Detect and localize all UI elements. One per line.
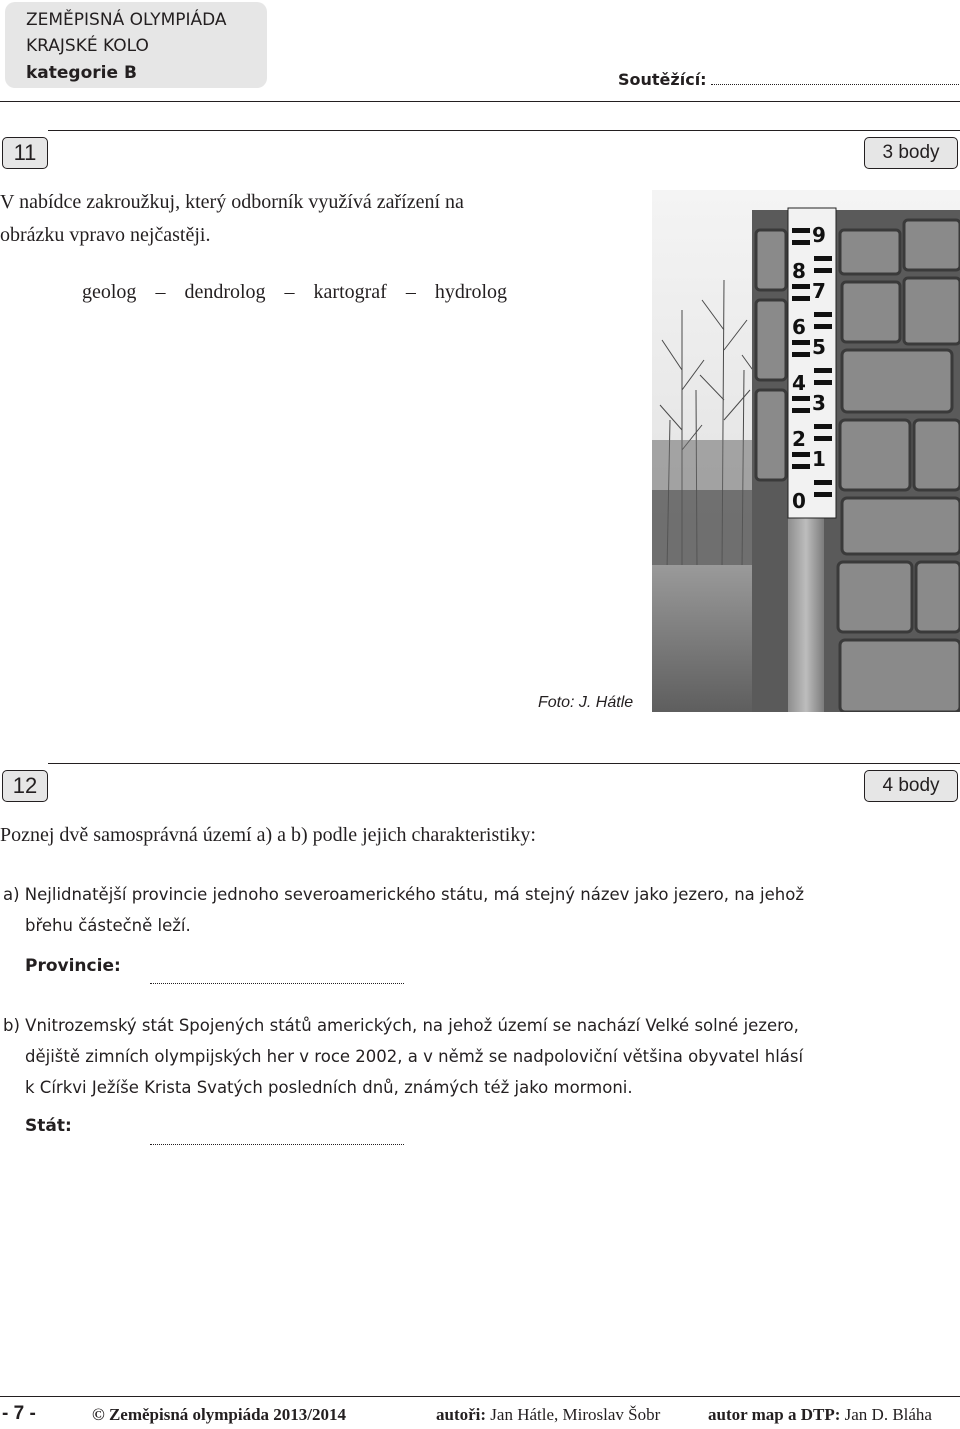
task12-part-b bbox=[3, 1010, 943, 1103]
part-b-line2: dějiště zimních olympijských her v roce 2002, a v němž se nadpoloviční většina obyvatel hlásí bbox=[25, 1047, 804, 1066]
option-kartograf[interactable]: kartograf bbox=[313, 281, 387, 303]
gauge-number: 4 bbox=[792, 371, 806, 395]
task12-question: Poznej dvě samosprávná území a) a b) podle jejich charakteristiky: bbox=[0, 824, 536, 846]
water-gauge-photo bbox=[652, 190, 960, 712]
gauge-number: 0 bbox=[792, 489, 806, 513]
water-gauge-illustration bbox=[652, 190, 960, 712]
gauge-number: 1 bbox=[812, 447, 826, 471]
state-answer-line[interactable] bbox=[150, 1144, 404, 1145]
state-label: Stát: bbox=[25, 1116, 72, 1136]
page-number: - 7 - bbox=[2, 1403, 36, 1424]
round-title: KRAJSKÉ KOLO bbox=[26, 36, 149, 56]
part-a-line2: břehu částečně leží. bbox=[25, 916, 191, 935]
task12-rule bbox=[48, 763, 960, 764]
header-rule bbox=[0, 101, 960, 102]
contestant-label: Soutěžící: bbox=[618, 70, 707, 89]
task12-number: 12 bbox=[2, 770, 48, 802]
competition-title: ZEMĚPISNÁ OLYMPIÁDA bbox=[26, 10, 227, 30]
gauge-number: 9 bbox=[812, 223, 826, 247]
footer-copyright: © Zeměpisná olympiáda 2013/2014 bbox=[92, 1405, 347, 1424]
dtp-label: autor map a DTP: bbox=[708, 1405, 841, 1424]
option-separator: – bbox=[405, 281, 416, 303]
option-dendrolog[interactable]: dendrolog bbox=[184, 281, 266, 303]
province-label: Provincie: bbox=[25, 956, 121, 976]
contestant-field[interactable] bbox=[618, 70, 960, 89]
task11-question-line2: obrázku vpravo nejčastěji. bbox=[0, 224, 211, 246]
gauge-number: 5 bbox=[812, 335, 826, 359]
footer-authors bbox=[436, 1405, 660, 1425]
authors-names: Jan Hátle, Miroslav Šobr bbox=[490, 1405, 661, 1424]
part-b-line1: b) Vnitrozemský stát Spojených států amerických, na jehož území se nachází Velké solné jezero, bbox=[3, 1016, 799, 1035]
task12-part-a bbox=[3, 879, 943, 941]
task11-question bbox=[0, 186, 640, 252]
option-separator: – bbox=[155, 281, 166, 303]
gauge-number: 3 bbox=[812, 391, 826, 415]
contestant-dotline[interactable] bbox=[711, 72, 960, 85]
option-hydrolog[interactable]: hydrolog bbox=[434, 281, 508, 303]
part-a-line1: a) Nejlidnatější provincie jednoho severoamerického státu, má stejný název jako jezero, na jehož bbox=[3, 885, 804, 904]
gauge-number: 2 bbox=[792, 427, 806, 451]
footer-dtp bbox=[708, 1405, 932, 1425]
task11-points: 3 body bbox=[864, 137, 958, 169]
footer-rule bbox=[0, 1396, 960, 1397]
task11-question-line1: V nabídce zakroužkuj, který odborník využívá zařízení na bbox=[0, 191, 464, 213]
gauge-number: 8 bbox=[792, 259, 806, 283]
option-separator: – bbox=[284, 281, 295, 303]
province-answer-line[interactable] bbox=[150, 983, 404, 984]
gauge-number: 6 bbox=[792, 315, 806, 339]
dtp-name: Jan D. Bláha bbox=[844, 1405, 932, 1424]
task11-rule bbox=[48, 130, 960, 131]
task11-options bbox=[82, 281, 507, 304]
photo-caption: Foto: J. Hátle bbox=[538, 694, 634, 711]
task11-number: 11 bbox=[2, 137, 48, 169]
part-b-line3: k Církvi Ježíše Krista Svatých posledních dnů, známých též jako mormoni. bbox=[25, 1078, 633, 1097]
category-label: kategorie B bbox=[26, 63, 137, 83]
option-geolog[interactable]: geolog bbox=[82, 281, 137, 303]
authors-label: autoři: bbox=[436, 1405, 487, 1424]
task12-points: 4 body bbox=[864, 770, 958, 802]
gauge-number: 7 bbox=[812, 279, 826, 303]
